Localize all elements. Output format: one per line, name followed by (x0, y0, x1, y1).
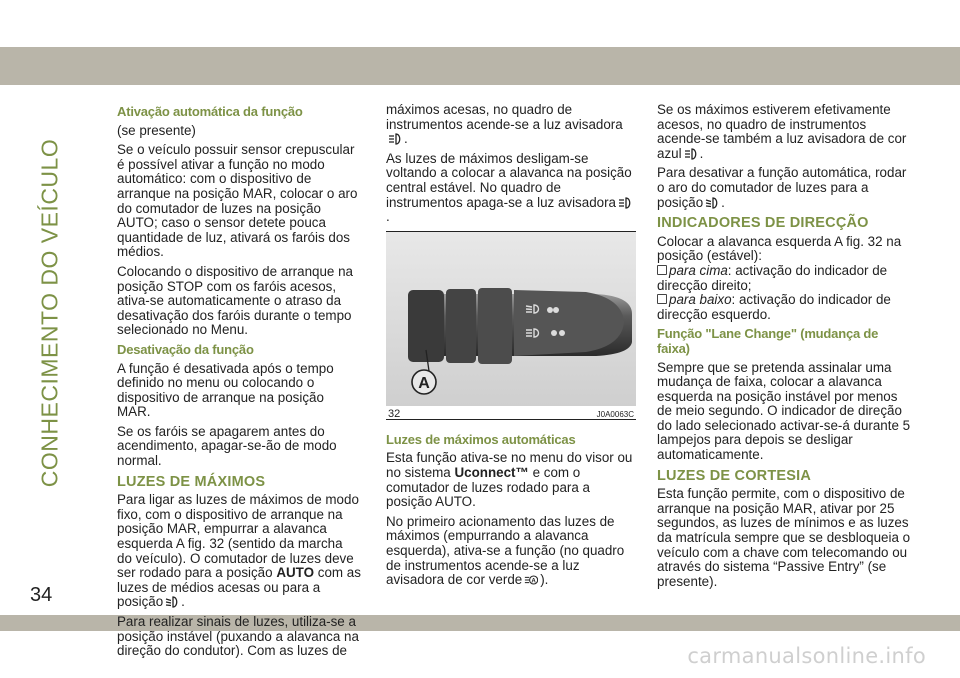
divider (386, 419, 636, 420)
svg-text:A: A (531, 577, 537, 585)
paragraph: Se o veículo possuir sensor crepuscular é possível ativar a função no modo automático: com o dispositivo de arranque na posição MAR, colocar o aro do comutador de luzes na posição AUTO; caso o sensor detete pouca quantidade de luz, ativará os faróis dos médios. (117, 142, 358, 260)
heading-auto-activation: Ativação automática da função (117, 104, 303, 119)
watermark: carmanualsonline.info (687, 644, 926, 668)
heading-auto-high-beams: Luzes de máximos automáticas (386, 431, 576, 447)
text-italic: para baixo (669, 292, 732, 308)
list-item (657, 264, 912, 293)
text: : activação do indicador de direcção direito; (657, 262, 888, 293)
low-beam-icon (705, 197, 719, 209)
header-band (0, 47, 960, 85)
paragraph: Sempre que se pretenda assinalar uma mudança de faixa, colocar a alavanca esquerda na posição instável por menos de meio segundo. O indicador de direção do lado selecionado activar-se-á durante 5 lampejos para depois se desligar automaticamente. (657, 359, 911, 463)
figure-code: J0A0063C (596, 409, 634, 419)
section-title: CONHECIMENTO DO VEÍCULO (36, 138, 63, 488)
paragraph: Esta função permite, com o dispositivo de arranque na posição MAR, ativar por 25 segundos, as luzes de mínimos e as luzes da matrícula sempre que se desbloqueia o veículo com a chave com telecomando ou através do sistema “Passive Entry” (se presente). (657, 486, 911, 589)
text: Para desativar a função automática, rodar o aro do comutador de luzes para a posição (657, 165, 907, 210)
paragraph (386, 103, 636, 147)
text-bold: Uconnect™ (454, 464, 529, 480)
text: com as luzes de médios acesas ou para a posição (117, 565, 361, 610)
text: e com o comutador de luzes rodado para a posição AUTO. (386, 464, 590, 510)
paragraph: Colocando o dispositivo de arranque na posição STOP com os faróis acesos, ativa-se automaticamente o atraso da desativação dos faróis durante o tempo selecionado no Menu. (117, 263, 353, 338)
text: : activação do indicador de direcção esquerdo. (657, 292, 891, 322)
paragraph: Para realizar sinais de luzes, utiliza-se a posição instável (puxando a alavanca na direção do condutor). Com as luzes de (117, 614, 359, 659)
text: No primeiro acionamento das luzes de máximos (empurrando a alavanca esquerda), ativa-se a função (no quadro de instrumentos acende-se a luz avisadora de cor verde (386, 513, 625, 588)
column-3 (657, 103, 912, 594)
heading-turn-signals: INDICADORES DE DIRECÇÃO (657, 215, 869, 232)
text-italic: para cima (669, 262, 728, 278)
paragraph: (se presente) (117, 122, 196, 138)
paragraph (386, 451, 636, 509)
figure-32 (386, 231, 636, 419)
callout-label: A (418, 374, 430, 392)
paragraph (657, 103, 912, 161)
text: Se os máximos estiverem efetivamente acesos, no quadro de instrumentos acende-se também a luz avisadora de cor azul (657, 102, 907, 161)
heading-lane-change: Função "Lane Change" (mudança de faixa) (657, 326, 879, 356)
text: Para ligar as luzes de máximos de modo fixo, com o dispositivo de arranque na posição MAR, empurrar a alavanca esquerda A fig. 32 (sentido da marcha do veículo). O comutador de luzes deve ser rodado para a posição (117, 492, 359, 581)
text: . (404, 131, 408, 147)
list-item (657, 293, 912, 322)
high-beam-icon (684, 148, 698, 160)
lever-illustration (386, 232, 636, 406)
high-beam-icon (388, 133, 402, 145)
paragraph (657, 166, 912, 210)
paragraph: A função é desativada após o tempo definido no menu ou colocando o dispositivo de arranque na posição MAR. (117, 360, 334, 420)
text: . (699, 145, 704, 161)
paragraph: Colocar a alavanca esquerda A fig. 32 na posição (estável): (657, 233, 902, 264)
paragraph: Se os faróis se apagarem antes do acendimento, apagar-se-ão de modo normal. (117, 423, 337, 469)
figure-number: 32 (388, 407, 401, 420)
paragraph (386, 515, 636, 588)
text-bold: AUTO (276, 565, 315, 581)
paragraph (386, 152, 636, 225)
text: Esta função ativa-se no menu do visor ou no sistema (386, 450, 633, 480)
text: . (386, 209, 390, 225)
text: máximos acesas, no quadro de instrumentos acende-se a luz avisadora (386, 102, 623, 132)
heading-courtesy-lights: LUZES DE CORTESIA (657, 467, 812, 484)
text: As luzes de máximos desligam-se voltando a colocar a alavanca na posição central estável. No quadro de instrumentos apaga-se a luz avisadora (386, 150, 632, 210)
text: . (181, 594, 185, 610)
auto-high-beam-icon (524, 574, 538, 586)
bullet-square-icon (657, 294, 667, 304)
text: ). (540, 572, 549, 588)
page-number: 34 (30, 584, 53, 606)
paragraph (117, 493, 361, 610)
high-beam-icon (618, 197, 632, 209)
bullet-square-icon (657, 265, 667, 275)
low-beam-icon (165, 596, 179, 608)
heading-high-beams: LUZES DE MÁXIMOS (117, 473, 266, 490)
section-sidebar (30, 98, 70, 528)
column-2 (386, 103, 636, 593)
heading-deactivation: Desativação da função (117, 341, 254, 357)
text: . (721, 194, 725, 210)
column-1 (117, 103, 361, 664)
